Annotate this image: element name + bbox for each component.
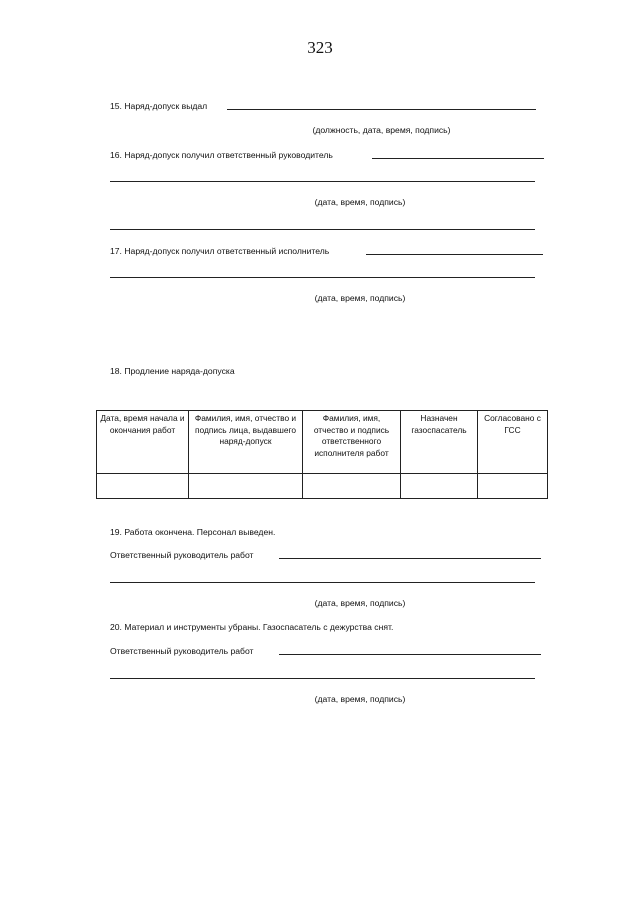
item-17-signature-line[interactable] [366, 254, 543, 255]
item-19-signature-line[interactable] [279, 558, 541, 559]
item-20-signature-line-2[interactable] [110, 678, 535, 679]
item-20-signature-line[interactable] [279, 654, 541, 655]
item-19-label: 19. Работа окончена. Персонал выведен. [110, 527, 276, 537]
item-19-signature-line-2[interactable] [110, 582, 535, 583]
item-17-hint: (дата, время, подпись) [314, 293, 406, 303]
item-16-label: 16. Наряд-допуск получил ответственный руководитель [110, 150, 333, 160]
item-16-hint: (дата, время, подпись) [314, 197, 406, 207]
page-number: 323 [307, 38, 333, 57]
extension-table [96, 410, 548, 499]
item-16-signature-line[interactable] [372, 158, 544, 159]
item-18-label: 18. Продление наряда-допуска [110, 366, 235, 376]
item-16-signature-line-2[interactable] [110, 181, 535, 182]
column-header-issuer: Фамилия, имя, отчество и подпись лица, выдавшего наряд-допуск [189, 411, 303, 474]
item-20-label: 20. Материал и инструменты убраны. Газоспасатель с дежурства снят. [110, 622, 394, 632]
column-header-gss-approval: Согласовано с ГСС [478, 411, 548, 474]
table-cell[interactable] [189, 474, 303, 499]
column-header-gas-rescuer: Назначен газоспасатель [401, 411, 478, 474]
column-header-executor: Фамилия, имя, отчество и подпись ответственного исполнителя работ [303, 411, 401, 474]
item-19-hint: (дата, время, подпись) [314, 598, 406, 608]
table-cell[interactable] [303, 474, 401, 499]
table-cell[interactable] [478, 474, 548, 499]
extension-table-header-row [97, 411, 548, 474]
item-17-signature-line-2[interactable] [110, 277, 535, 278]
column-header-dates: Дата, время начала и окончания работ [97, 411, 189, 474]
table-row [97, 474, 548, 499]
item-20-hint: (дата, время, подпись) [314, 694, 406, 704]
item-20-sign-label: Ответственный руководитель работ [110, 646, 254, 656]
table-cell[interactable] [401, 474, 478, 499]
item-15-label: 15. Наряд-допуск выдал [110, 101, 208, 111]
item-19-sign-label: Ответственный руководитель работ [110, 550, 254, 560]
table-cell[interactable] [97, 474, 189, 499]
item-17-label: 17. Наряд-допуск получил ответственный исполнитель [110, 246, 330, 256]
item-15-hint: (должность, дата, время, подпись) [312, 125, 451, 135]
item-15-signature-line[interactable] [227, 109, 536, 110]
item-16-signature-line-3[interactable] [110, 229, 535, 230]
